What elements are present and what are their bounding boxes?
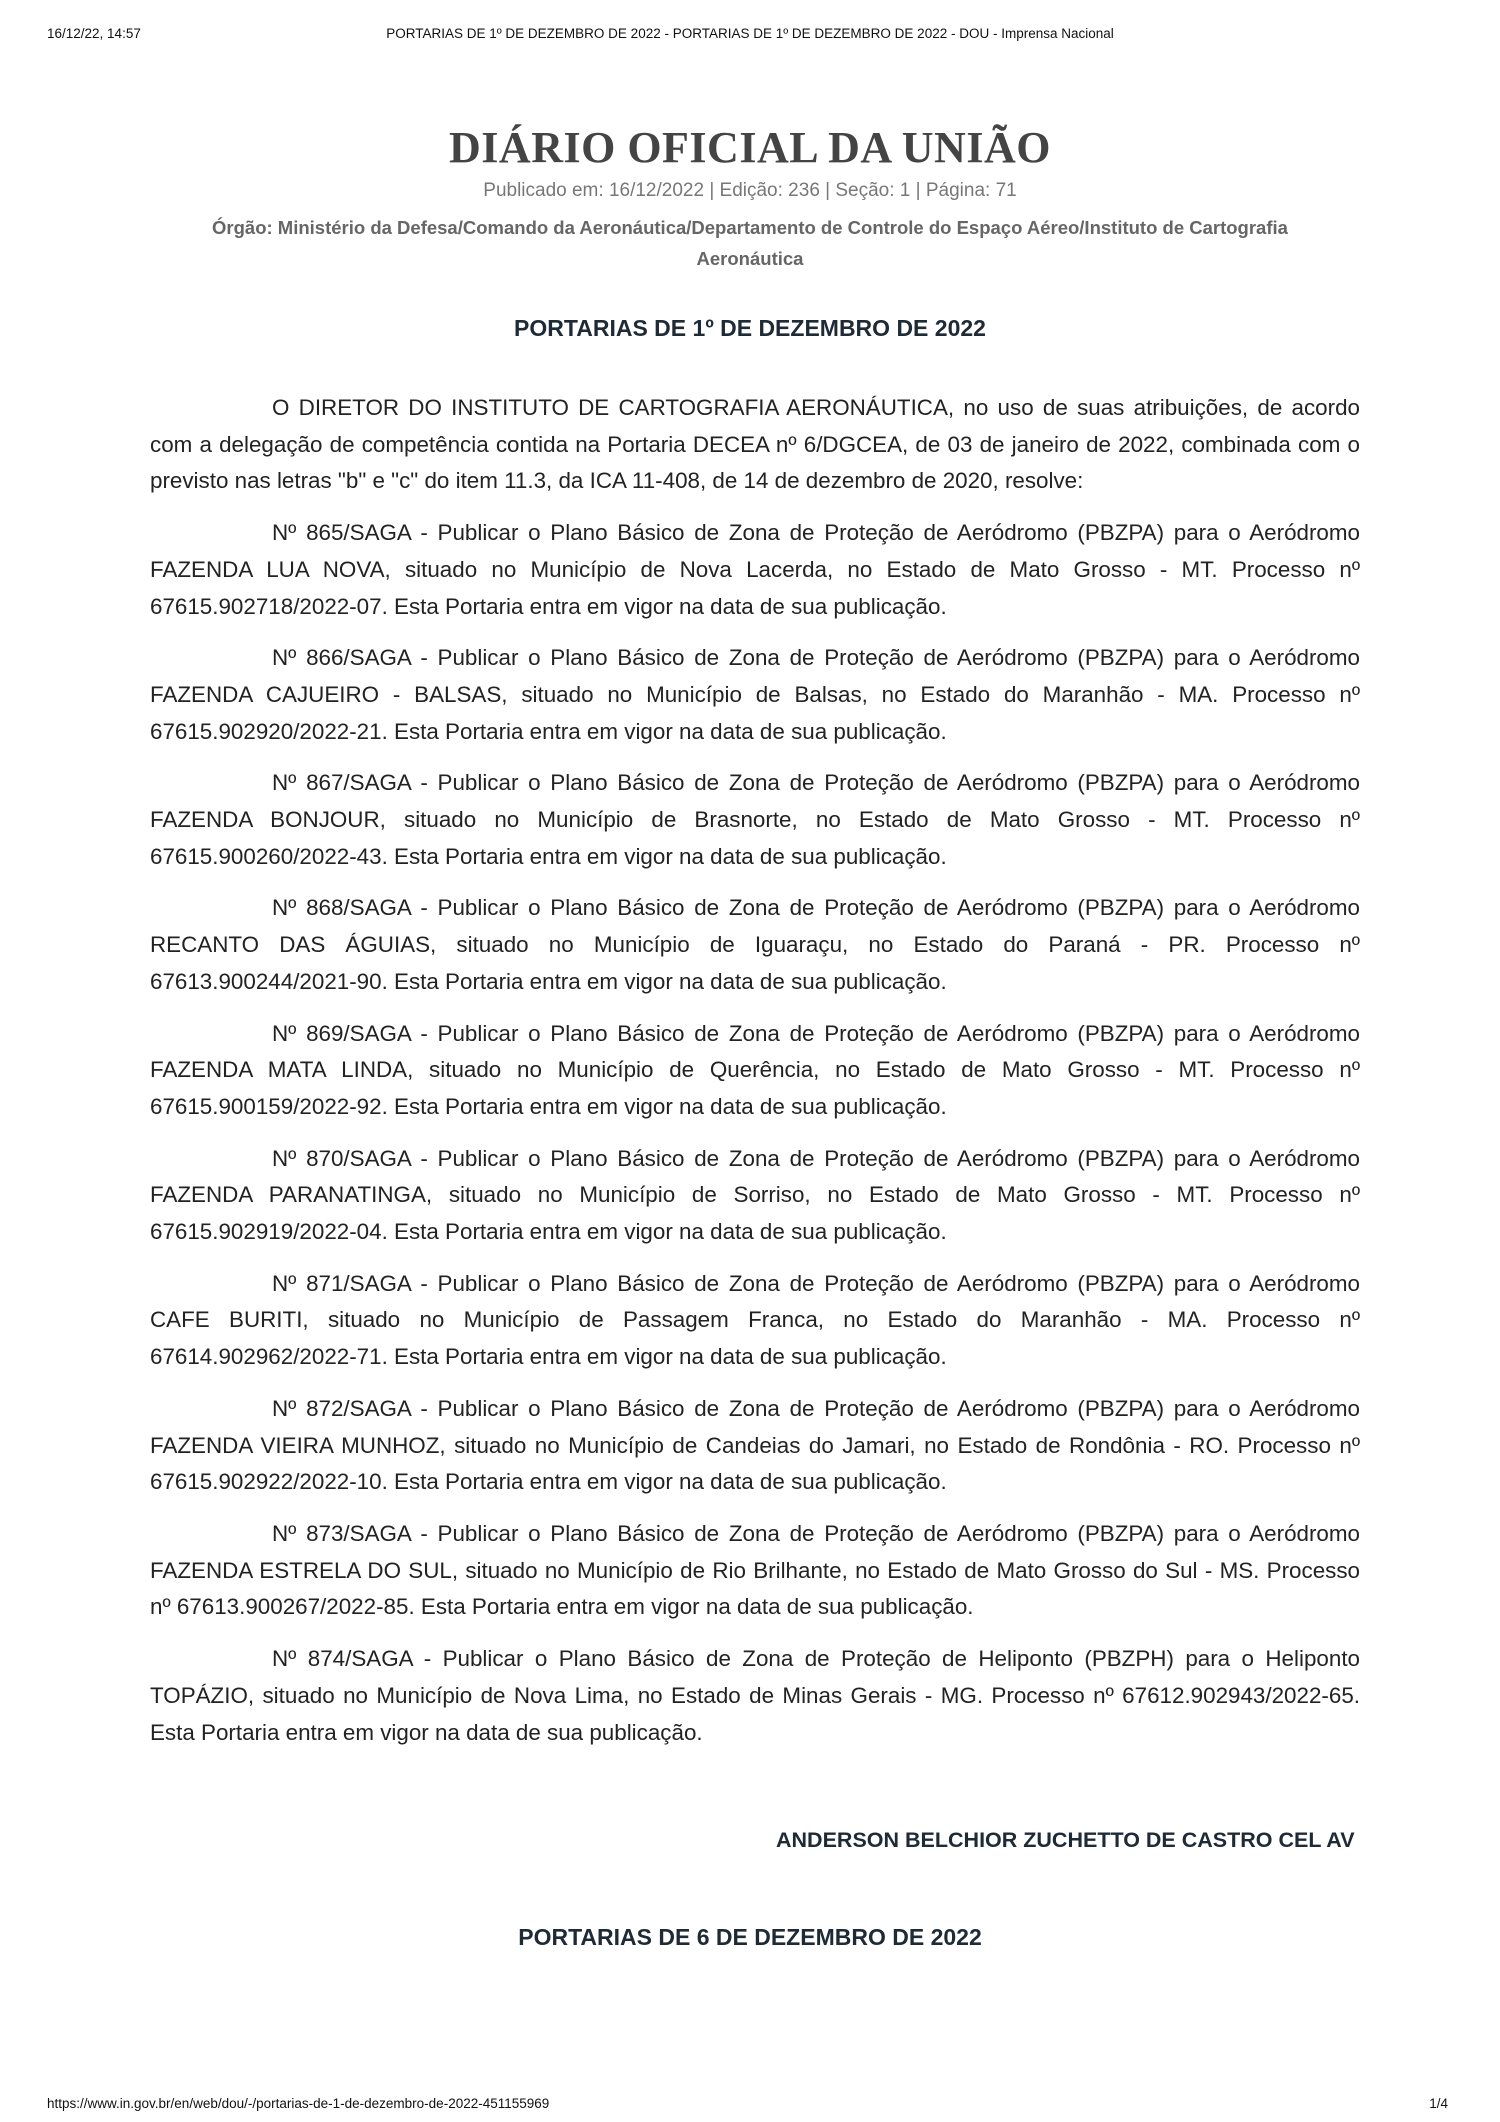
portaria-paragraph: Nº 865/SAGA - Publicar o Plano Básico de Zona de Proteção de Aeródromo (PBZPA) para o Aeródromo FAZENDA LUA NOVA, situado no Município de Nova Lacerda, no Estado de Mato Grosso - MT. Processo nº 67615.902718/2022-07. Esta Portaria entra em vigor na data de sua publicação.	[150, 520, 1360, 619]
intro-paragraph: O DIRETOR DO INSTITUTO DE CARTOGRAFIA AERONÁUTICA, no uso de suas atribuições, de acordo com a delegação de competência contida na Portaria DECEA nº 6/DGCEA, de 03 de janeiro de 2022, combinada com o previsto nas letras "b" e "c" do item 11.3, da ICA 11-408, de 14 de dezembro de 2020, resolve:	[150, 395, 1360, 494]
print-datetime: 16/12/22, 14:57	[47, 26, 141, 41]
publication-info: Publicado em: 16/12/2022 | Edição: 236 | Seção: 1 | Página: 71	[483, 180, 1017, 201]
print-page-title: PORTARIAS DE 1º DE DEZEMBRO DE 2022 - PORTARIAS DE 1º DE DEZEMBRO DE 2022 - DOU - Imprensa Nacional	[386, 26, 1114, 41]
portaria-paragraph: Nº 867/SAGA - Publicar o Plano Básico de Zona de Proteção de Aeródromo (PBZPA) para o Aeródromo FAZENDA BONJOUR, situado no Município de Brasnorte, no Estado de Mato Grosso - MT. Processo nº 67615.900260/2022-43. Esta Portaria entra em vigor na data de sua publicação.	[150, 770, 1360, 869]
portaria-paragraph: Nº 873/SAGA - Publicar o Plano Básico de Zona de Proteção de Aeródromo (PBZPA) para o Aeródromo FAZENDA ESTRELA DO SUL, situado no Município de Rio Brilhante, no Estado de Mato Grosso do Sul - MS. Processo nº 67613.900267/2022-85. Esta Portaria entra em vigor na data de sua publicação.	[150, 1520, 1360, 1620]
portaria-paragraph: Nº 869/SAGA - Publicar o Plano Básico de Zona de Proteção de Aeródromo (PBZPA) para o Aeródromo FAZENDA MATA LINDA, situado no Município de Querência, no Estado de Mato Grosso - MT. Processo nº 67615.900159/2022-92. Esta Portaria entra em vigor na data de sua publicação.	[150, 1020, 1360, 1119]
page-number: 1/4	[1429, 2096, 1448, 2111]
masthead-title: DIÁRIO OFICIAL DA UNIÃO	[449, 123, 1051, 172]
document-body	[150, 390, 1360, 1766]
portaria-paragraph: Nº 874/SAGA - Publicar o Plano Básico de Zona de Proteção de Heliponto (PBZPH) para o Heliponto TOPÁZIO, situado no Município de Nova Lima, no Estado de Minas Gerais - MG. Processo nº 67612.902943/2022-65. Esta Portaria entra em vigor na data de sua publicação.	[150, 1646, 1360, 1745]
portaria-paragraph: Nº 871/SAGA - Publicar o Plano Básico de Zona de Proteção de Aeródromo (PBZPA) para o Aeródromo CAFE BURITI, situado no Município de Passagem Franca, no Estado do Maranhão - MA. Processo nº 67614.902962/2022-71. Esta Portaria entra em vigor na data de sua publicação.	[150, 1270, 1360, 1370]
portaria-paragraph: Nº 866/SAGA - Publicar o Plano Básico de Zona de Proteção de Aeródromo (PBZPA) para o Aeródromo FAZENDA CAJUEIRO - BALSAS, situado no Município de Balsas, no Estado do Maranhão - MA. Processo nº 67615.902920/2022-21. Esta Portaria entra em vigor na data de sua publicação.	[150, 645, 1360, 744]
next-document-heading: PORTARIAS DE 6 DE DEZEMBRO DE 2022	[518, 1924, 982, 1950]
portaria-paragraph: Nº 872/SAGA - Publicar o Plano Básico de Zona de Proteção de Aeródromo (PBZPA) para o Aeródromo FAZENDA VIEIRA MUNHOZ, situado no Município de Candeias do Jamari, no Estado de Rondônia - RO. Processo nº 67615.902922/2022-10. Esta Portaria entra em vigor na data de sua publicação.	[150, 1395, 1360, 1495]
signature: ANDERSON BELCHIOR ZUCHETTO DE CASTRO CEL AV	[776, 1828, 1355, 1852]
page-url: https://www.in.gov.br/en/web/dou/-/portarias-de-1-de-dezembro-de-2022-451155969	[47, 2096, 550, 2111]
issuing-organ: Órgão: Ministério da Defesa/Comando da Aeronáutica/Departamento de Controle do Espaço Aéreo/Instituto de Cartografia Aeronáutica	[212, 217, 1288, 269]
portaria-paragraph: Nº 870/SAGA - Publicar o Plano Básico de Zona de Proteção de Aeródromo (PBZPA) para o Aeródromo FAZENDA PARANATINGA, situado no Município de Sorriso, no Estado de Mato Grosso - MT. Processo nº 67615.902919/2022-04. Esta Portaria entra em vigor na data de sua publicação.	[150, 1145, 1360, 1245]
portaria-paragraph: Nº 868/SAGA - Publicar o Plano Básico de Zona de Proteção de Aeródromo (PBZPA) para o Aeródromo RECANTO DAS ÁGUIAS, situado no Município de Iguaraçu, no Estado do Paraná - PR. Processo nº 67613.900244/2021-90. Esta Portaria entra em vigor na data de sua publicação.	[150, 895, 1360, 994]
document-heading: PORTARIAS DE 1º DE DEZEMBRO DE 2022	[514, 315, 986, 341]
